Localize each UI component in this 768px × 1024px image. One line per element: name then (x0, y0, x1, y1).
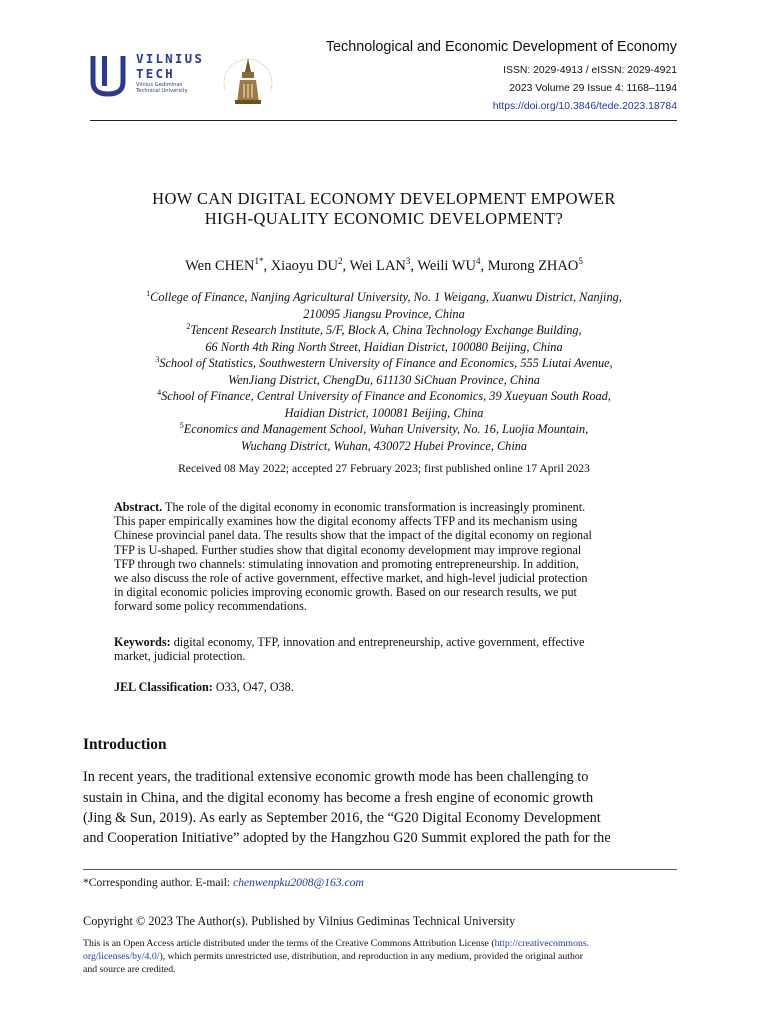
abstract-line: in digital economic policies improving economic growth. Based on our research results, we put (114, 585, 577, 600)
footnote-text: *Corresponding author. E-mail: (83, 876, 231, 889)
author-name: Murong ZHAO (487, 257, 579, 274)
affiliation-line: Economics and Management School, Wuhan University, No. 16, Luojia Mountain, (183, 422, 589, 437)
author-affiliation-mark: 3 (405, 256, 411, 266)
affiliation-line: 210095 Jiangsu Province, China (303, 306, 465, 321)
vilnius-tech-logo-icon (90, 52, 126, 98)
affiliation-3 (40, 352, 728, 388)
abstract-label: Abstract. (114, 500, 163, 514)
intro-line: (Jing & Sun, 2019). As early as September 2016, the “G20 Digital Economy Development (83, 810, 601, 826)
author-affiliation-mark: 1* (254, 256, 264, 266)
license-text: This is an Open Access article distributed under the terms of the Creative Commons Attribution License ( (83, 938, 495, 949)
license-link[interactable]: http://creativecommons. (494, 938, 590, 949)
corresponding-email-link[interactable]: chenwenpku2008@163.com (233, 876, 364, 889)
footnote-rule (83, 869, 677, 870)
affiliation-line: School of Statistics, Southwestern University of Finance and Economics, 555 Liutai Avenue, (159, 356, 613, 371)
author-name: Weili WU (417, 257, 476, 274)
license-line-3: and source are credited. (83, 964, 176, 975)
affiliation-line: School of Finance, Central University of Finance and Economics, 39 Xueyuan South Road, (161, 389, 611, 404)
affiliation-mark: 2 (186, 322, 191, 331)
abstract-text: The role of the digital economy in economic transformation is increasingly prominent. (165, 500, 586, 514)
affiliation-line: 66 North 4th Ring North Street, Haidian District, 100080 Beijing, China (205, 339, 563, 354)
affiliation-line: Wuchang District, Wuhan, 430072 Hubei Province, China (240, 438, 528, 453)
affiliation-mark: 3 (155, 355, 160, 364)
author-name: Xiaoyu DU (270, 257, 338, 274)
doi-link[interactable]: https://doi.org/10.3846/tede.2023.18784 (492, 101, 677, 112)
article-title-line2: HIGH-QUALITY ECONOMIC DEVELOPMENT? (204, 209, 564, 228)
author-affiliation-mark: 2 (337, 256, 343, 266)
logo-wordmark-line1: VILNIUS (136, 51, 205, 66)
intro-line: In recent years, the traditional extensive economic growth mode has been challenging to (83, 769, 589, 785)
abstract-line: This paper empirically examines how the digital economy affects TFP and its mechanism using (114, 514, 578, 529)
author-name: Wei LAN (349, 257, 406, 274)
intro-line: and Cooperation Initiative” adopted by the Hangzhou G20 Summit explored the path for the (83, 830, 611, 846)
logo-subtitle-line2: Technical University (136, 88, 188, 94)
article-title-line1: HOW CAN DIGITAL ECONOMY DEVELOPMENT EMPOWER (152, 189, 616, 208)
keywords (114, 635, 645, 663)
author-affiliation-mark: 4 (475, 256, 481, 266)
section-heading-introduction: Introduction (83, 736, 167, 753)
affiliation-line: Haidian District, 100081 Beijing, China (284, 405, 484, 420)
intro-line: sustain in China, and the digital economy has become a fresh engine of economic growth (83, 790, 594, 806)
jel-label: JEL Classification: (114, 680, 213, 694)
keywords-line (114, 635, 645, 649)
affiliation-mark: 1 (146, 289, 151, 298)
license-link[interactable]: org/licenses/by/4.0/ (83, 951, 160, 962)
affiliation-mark: 4 (157, 388, 162, 397)
issn: ISSN: 2029-4913 / eISSN: 2029-4921 (503, 65, 677, 76)
logo-wordmark-line2: TECH (136, 66, 175, 81)
abstract-line: TFP is U-shaped. Further studies show that digital economy development may improve regional (114, 542, 582, 557)
abstract-line: forward some policy recommendations. (114, 599, 307, 614)
abstract-line: Chinese provincial panel data. The results show that the impact of the digital economy on regional (114, 528, 592, 543)
affiliation-mark: 5 (179, 421, 184, 430)
academy-seal-icon (215, 50, 281, 110)
author-list: Wen $CHEN^{1*}$, Xiaoyu $DU^2$, Wei LAN$^3$, Weili $WU^4$, Murong ZHAO$^5$ (185, 256, 583, 274)
copyright-notice: Copyright © 2023 The Author(s). Published by Vilnius Gediminas Technical University (83, 914, 516, 928)
jel-classification (114, 680, 645, 694)
abstract-line: TFP through two channels: stimulating innovation and promoting entrepreneurship. In addition, (114, 556, 579, 571)
author-affiliation-mark: 5 (578, 256, 583, 266)
affiliation-5 (40, 418, 728, 454)
affiliation-line: College of Finance, Nanjing Agricultural University, No. 1 Weigang, Xuanwu District, Nanjing, (150, 290, 622, 305)
author-name: Wen CHEN (185, 257, 255, 274)
logo-subtitle-line1: Vilnius Gediminas (136, 82, 183, 88)
affiliation-line: Tencent Research Institute, 5/F, Block A, China Technology Exchange Building, (190, 323, 582, 338)
affiliation-4 (40, 385, 728, 421)
header-rule (90, 120, 677, 121)
affiliation-2 (40, 319, 728, 355)
affiliation-line: WenJiang District, ChengDu, 611130 SiChuan Province, China (228, 372, 540, 387)
jel-value: O33, O47, O38. (215, 680, 294, 694)
license-line-2 (83, 950, 677, 963)
corresponding-author-footnote (83, 876, 364, 889)
abstract-line (114, 500, 645, 514)
license-line-1 (83, 937, 677, 950)
volume-issue: 2023 Volume 29 Issue 4: 1168–1194 (509, 83, 677, 94)
keywords-text: digital economy, TFP, innovation and entrepreneurship, active government, effective (173, 635, 585, 649)
abstract-line: we also discuss the role of active government, effective market, and high-level judicial protection (114, 571, 588, 586)
affiliation-1 (40, 286, 728, 322)
received-dates: Received 08 May 2022; accepted 27 February 2023; first published online 17 April 2023 (178, 462, 590, 475)
abstract (114, 500, 645, 614)
license-text: ), which permits unrestricted use, distribution, and reproduction in any medium, provided the original author (159, 951, 583, 962)
journal-title: Technological and Economic Development of Economy (325, 39, 677, 55)
keywords-label: Keywords: (114, 635, 171, 649)
keywords-line: market, judicial protection. (114, 649, 246, 664)
